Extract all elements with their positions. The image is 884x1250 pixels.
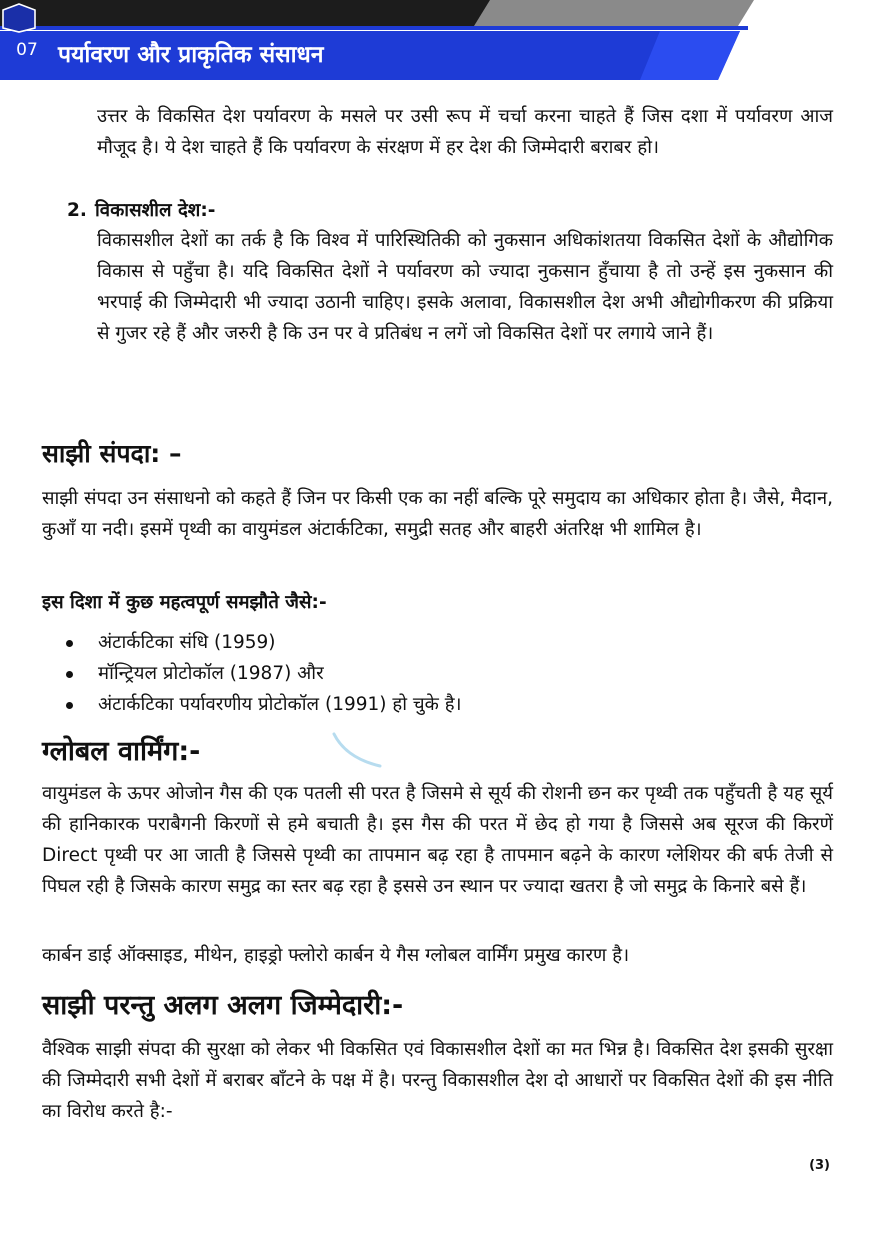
global-warming-paragraph: वायुमंडल के ऊपर ओजोन गैस की एक पतली सी परत है जिसमे से सूर्य की रोशनी छन कर पृथ्वी तक पहुँचती है यह सूर्य की हानिकारक पराबैगनी किरणों से हमे बचाती है। इस गैस की परत में छेद हो गया है जिससे अब सूरज की किरणें Direct पृथ्वी पर आ जाती है जिससे पृथ्वी का तापमान बढ़ रहा है तापमान बढ़ने के कारण ग्लेशियर की बर्फ तेजी से पिघल रही है जिसके कारण समुद्र का स्तर बढ़ रहा है इससे उन स्थान पर ज्यादा खतरा है जो समुद्र के किनारे बसे हैं।: [42, 783, 833, 897]
developing-countries-paragraph: विकासशील देशों का तर्क है कि विश्व में पारिस्थितिकी को नुकसान अधिकांशतया विकसित देशों के औद्योगिक विकास से पहुँचा है। यदि विकसित देशों ने पर्यावरण को ज्यादा नुकसान हुँचाया है तो उन्हें इस नुकसान की भरपाई की जिम्मेदारी भी ज्यादा उठानी चाहिए। इसके अलावा, विकासशील देश अभी औद्योगीकरण की प्रक्रिया से गुजर रहे हैं और जरुरी है कि उन पर वे प्रतिबंध न लगें जो विकसित देशों पर लगाये जाने हैं।: [97, 230, 833, 344]
page-number: (3): [809, 1158, 830, 1173]
chapter-number: 07: [16, 40, 38, 60]
heading-number: 2.: [67, 200, 87, 221]
agreement-text: अंटार्कटिका संधि (1959): [98, 632, 276, 653]
bullet-icon: [66, 671, 73, 678]
agreement-text: मॉन्ट्रियल प्रोटोकॉल (1987) और: [98, 663, 324, 684]
bullet-icon: [66, 702, 73, 709]
heading-global-warming: ग्लोबल वार्मिंग:-: [42, 736, 201, 767]
bullet-icon: [66, 640, 73, 647]
list-item: [62, 689, 462, 720]
heading-shared-responsibility: साझी परन्तु अलग अलग जिम्मेदारी:-: [42, 990, 404, 1021]
chapter-title: पर्यावरण और प्राकृतिक संसाधन: [58, 42, 324, 68]
numbered-heading-developing-countries: [67, 197, 215, 222]
list-item: [62, 627, 462, 658]
global-warming-causes: कार्बन डाई ऑक्साइड, मीथेन, हाइड्रो फ्लोरो कार्बन ये गैस ग्लोबल वार्मिंग प्रमुख कारण है।: [42, 945, 630, 966]
list-item: [62, 658, 462, 689]
agreement-text: अंटार्कटिका पर्यावरणीय प्रोटोकॉल (1991) हो चुके है।: [98, 694, 462, 715]
decorative-swoosh-icon: [328, 728, 388, 772]
continuation-paragraph: उत्तर के विकसित देश पर्यावरण के मसले पर उसी रूप में चर्चा करना चाहते हैं जिस दशा में पर्यावरण आज मौजूद है। ये देश चाहते हैं कि पर्यावरण के संरक्षण में हर देश की जिम्मेदारी बराबर हो।: [97, 106, 833, 158]
agreements-list: [62, 627, 462, 720]
shared-responsibility-paragraph: वैश्विक साझी संपदा की सुरक्षा को लेकर भी विकसित एवं विकासशील देशों का मत भिन्न है। विकसित देश इसकी सुरक्षा की जिम्मेदारी सभी देशों में बराबर बाँटने के पक्ष में है। परन्तु विकासशील देश दो आधारों पर विकसित देशों की इस नीति का विरोध करते है:-: [42, 1039, 833, 1122]
chapter-header-banner: [0, 0, 884, 92]
heading-global-commons: साझी संपदा: –: [42, 439, 182, 468]
global-commons-paragraph: साझी संपदा उन संसाधनो को कहते हैं जिन पर किसी एक का नहीं बल्कि पूरे समुदाय का अधिकार होता है। जैसे, मैदान, कुआँ या नदी। इसमें पृथ्वी का वायुमंडल अंटार्कटिका, समुद्री सतह और बाहरी अंतरिक्ष भी शामिल है।: [42, 488, 833, 540]
heading-label: विकासशील देश:-: [95, 200, 216, 221]
agreements-heading: इस दिशा में कुछ महत्वपूर्ण समझौते जैसे:-: [42, 592, 327, 613]
book-icon: [0, 0, 38, 34]
